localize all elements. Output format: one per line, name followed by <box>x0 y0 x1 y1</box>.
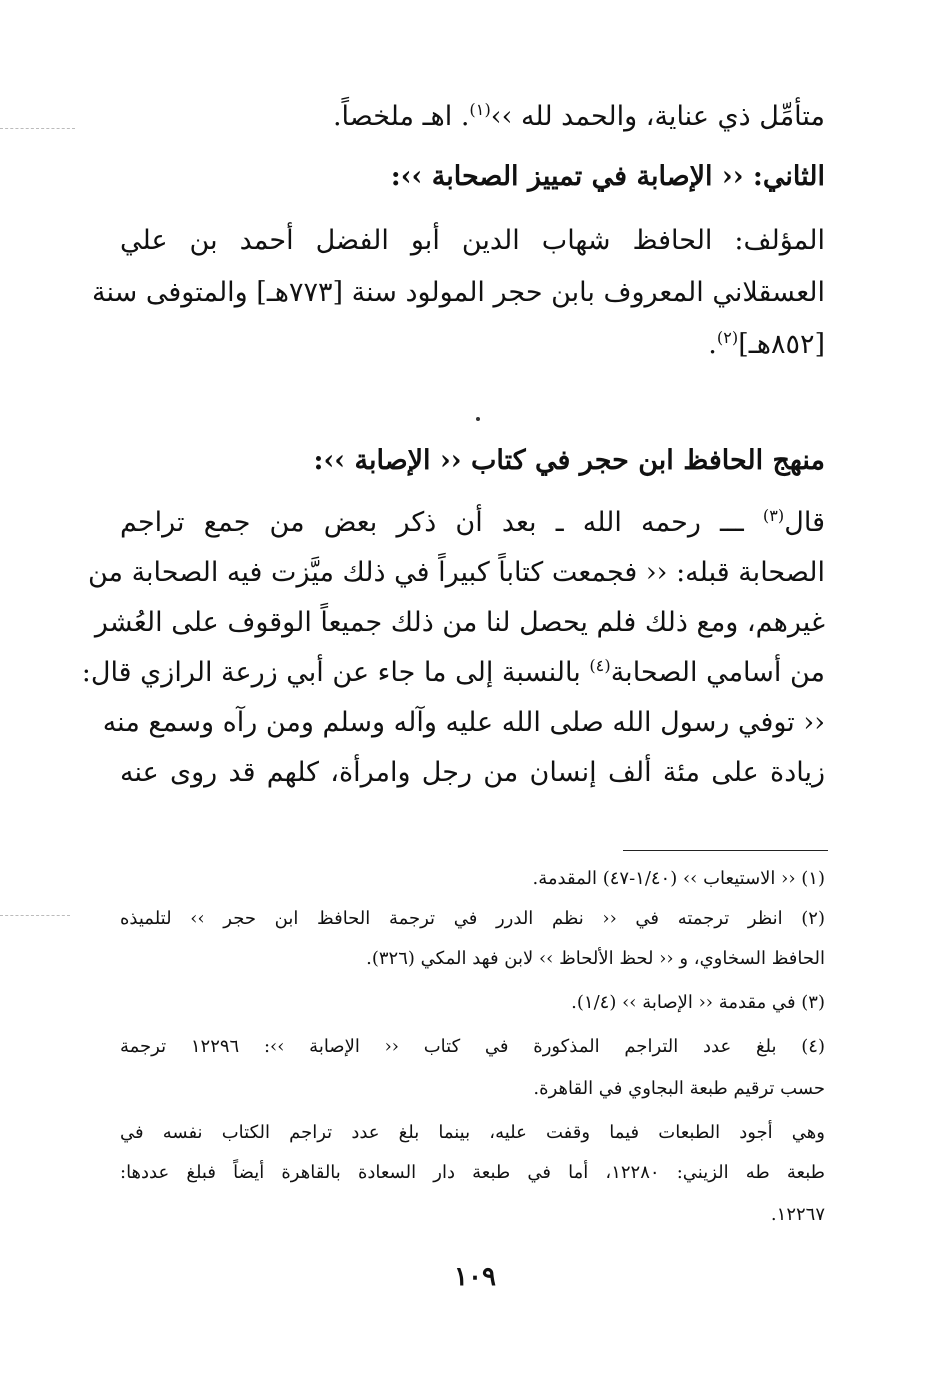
section-heading-method: منهج الحافظ ابن حجر في كتاب ‹‹ الإصابة ››: <box>313 445 825 476</box>
body-line-6: زيادة على مئة ألف إنسان من رجل وامرأة، كلهم قد روى عنه <box>120 757 825 788</box>
footnote-1: (١) ‹‹ الاستيعاب ›› (١/٤٠-٤٧) المقدمة. <box>532 868 825 889</box>
footnote-ref: (٣) <box>762 506 785 525</box>
section-heading-isabah: الثاني: ‹‹ الإصابة في تمييز الصحابة ››: <box>390 161 825 192</box>
footnote-separator <box>623 850 828 851</box>
footnote-ref: (٤) <box>589 656 611 675</box>
footnote-2-cont: الحافظ السخاوي، و ‹‹ لحظ الألحاظ ›› لابن فهد المكي (٣٢٦). <box>366 948 825 969</box>
stray-dot <box>476 417 480 421</box>
author-line-3 <box>0 328 950 362</box>
footnote-ref: (٢) <box>716 328 739 347</box>
footnote-4-note-2: طبعة طه الزيني: ١٢٢٨٠، أما في طبعة دار السعادة بالقاهرة أيضاً فبلغ عددها: <box>120 1162 825 1183</box>
text-segment: . اهـ ملخصاً. <box>332 101 470 132</box>
body-line-3: غيرهم، ومع ذلك فلم يحصل لنا من ذلك جميعاً الوقوف على العُشر <box>94 607 825 638</box>
text-line-continuation <box>0 100 950 134</box>
footnote-4-note-1: وهي أجود الطبعات فيما وقفت عليه، بينما بلغ عدد تراجم الكتاب نفسه في <box>120 1122 825 1143</box>
text-segment: من أسامي الصحابة <box>610 657 825 688</box>
text-segment: بالنسبة إلى ما جاء عن أبي زرعة الرازي قال: <box>81 657 590 688</box>
footnote-4-note-3: ١٢٢٦٧. <box>770 1204 825 1225</box>
footnote-3: (٣) في مقدمة ‹‹ الإصابة ›› (١/٤). <box>571 992 825 1013</box>
footnote-2: (٢) انظر ترجمته في ‹‹ نظم الدرر في ترجمة الحافظ ابن حجر ›› لتلميذه <box>120 908 825 929</box>
body-line-2: الصحابة قبله: ‹‹ فجمعت كتاباً كبيراً في ذلك ميَّزت فيه الصحابة من <box>87 557 825 588</box>
body-line-5: ‹‹ توفي رسول الله صلى الله عليه وآله وسلم ومن رآه وسمع منه <box>102 707 825 738</box>
body-line-4 <box>0 656 950 690</box>
footnote-4: (٤) بلغ عدد التراجم المذكورة في كتاب ‹‹ الإصابة ››: ١٢٢٩٦ ترجمة <box>120 1036 825 1057</box>
body-line-1 <box>0 506 950 540</box>
scan-margin-mark <box>0 128 75 129</box>
footnote-ref: (١) <box>469 100 491 119</box>
footnote-4-cont: حسب ترقيم طبعة البجاوي في القاهرة. <box>533 1078 825 1099</box>
text-segment: . <box>708 329 717 360</box>
text-segment: ـــ رحمه الله ـ بعد أن ذكر بعض من جمع تراجم <box>120 507 763 538</box>
text-segment: متأمِّل ذي عناية، والحمد لله ›› <box>490 101 825 132</box>
text-segment: [٨٥٢هـ] <box>738 329 825 360</box>
author-line-1: المؤلف: الحافظ شهاب الدين أبو الفضل أحمد بن علي <box>120 225 825 256</box>
scan-margin-mark <box>0 915 70 916</box>
page-number: ١٠٩ <box>454 1262 496 1292</box>
text-segment: قال <box>784 507 825 538</box>
author-line-2: العسقلاني المعروف بابن حجر المولود سنة [٧٧٣هـ] والمتوفى سنة <box>92 277 825 308</box>
